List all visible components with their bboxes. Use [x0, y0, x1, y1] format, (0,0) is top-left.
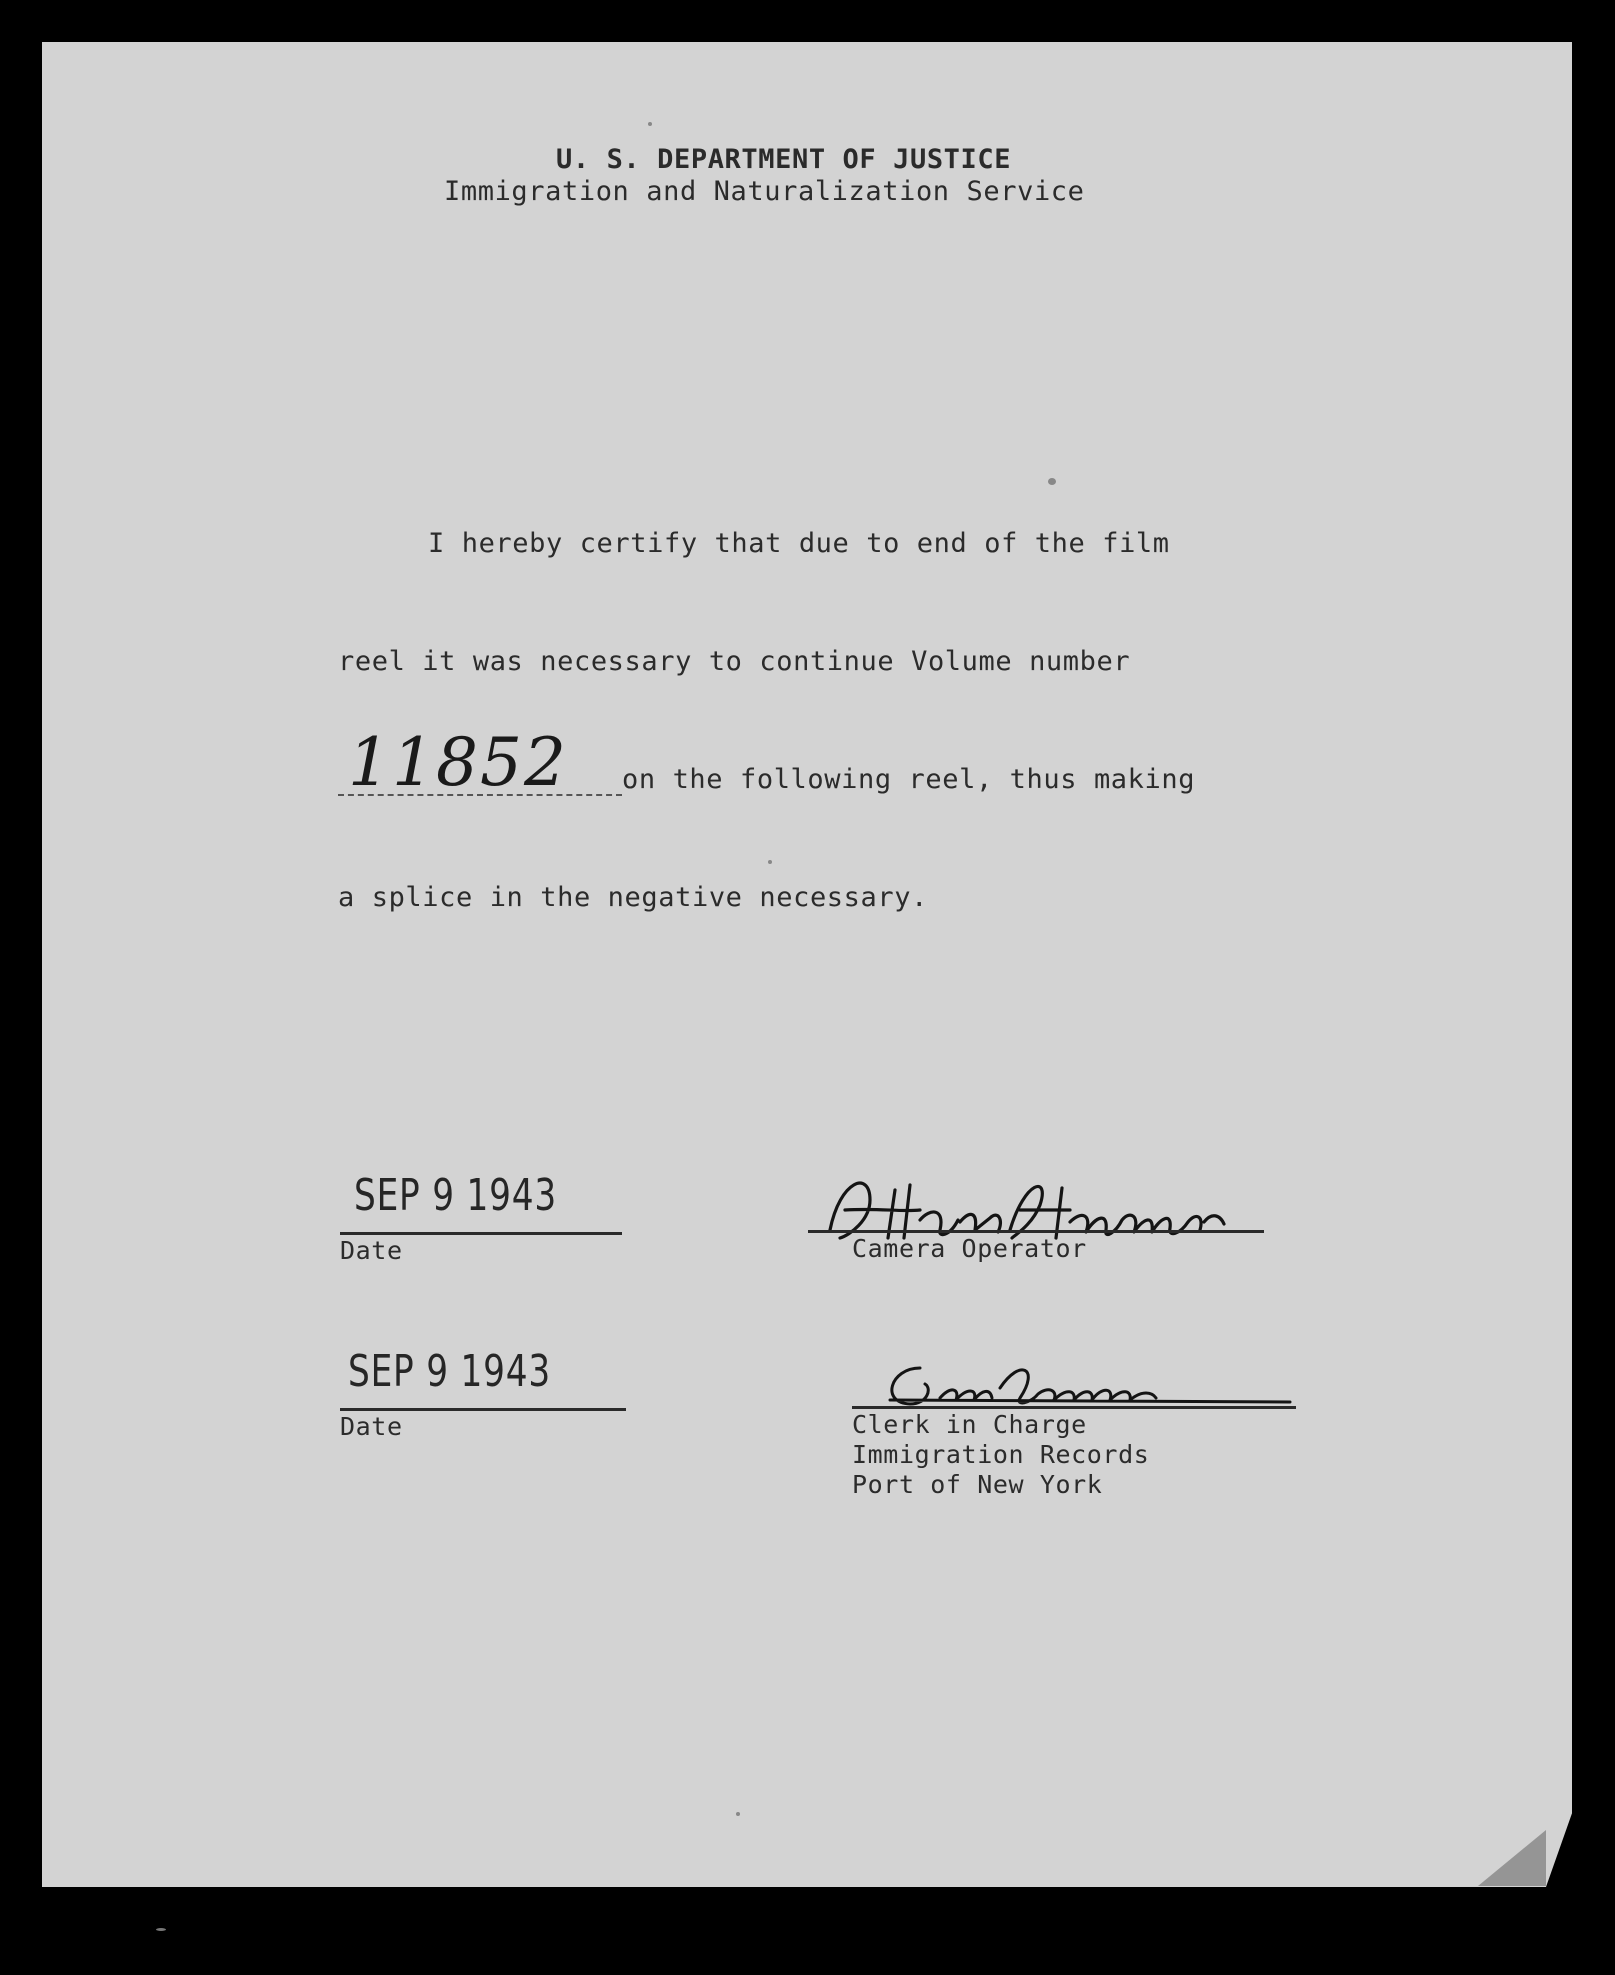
date-stamp-camera-operator: SEP 9 1943: [354, 1170, 557, 1221]
clerk-title-label: Clerk in Charge: [852, 1410, 1087, 1439]
volume-number-handwritten: 11852: [348, 724, 568, 801]
certification-line-1: I hereby certify that due to end of the film: [428, 528, 1170, 559]
certification-line-2: reel it was necessary to continue Volume number: [338, 646, 1131, 677]
paper-speck: [648, 122, 652, 126]
signature-line-camera-operator: [808, 1230, 1264, 1233]
certification-line-4: a splice in the negative necessary.: [338, 882, 928, 913]
paper-speck: [736, 1812, 740, 1816]
date-line-camera-operator: [340, 1232, 622, 1235]
film-speck: [156, 1928, 166, 1931]
date-label-clerk: Date: [340, 1412, 403, 1441]
date-stamp-clerk: SEP 9 1943: [348, 1346, 551, 1397]
service-title: Immigration and Naturalization Service: [444, 176, 1085, 207]
camera-operator-label: Camera Operator: [852, 1234, 1087, 1263]
volume-number-underline: [338, 794, 622, 796]
agency-title: U. S. DEPARTMENT OF JUSTICE: [556, 144, 1012, 175]
certification-line-3: on the following reel, thus making: [622, 764, 1196, 795]
clerk-office-label: Immigration Records: [852, 1440, 1150, 1469]
paper-speck: [1048, 478, 1056, 485]
paper-speck: [768, 860, 772, 864]
signature-line-clerk: [852, 1406, 1296, 1409]
folded-corner: [1478, 1830, 1546, 1886]
date-label-camera-operator: Date: [340, 1236, 403, 1265]
date-line-clerk: [340, 1408, 626, 1411]
document-page: [42, 42, 1572, 1887]
clerk-port-label: Port of New York: [852, 1470, 1103, 1499]
